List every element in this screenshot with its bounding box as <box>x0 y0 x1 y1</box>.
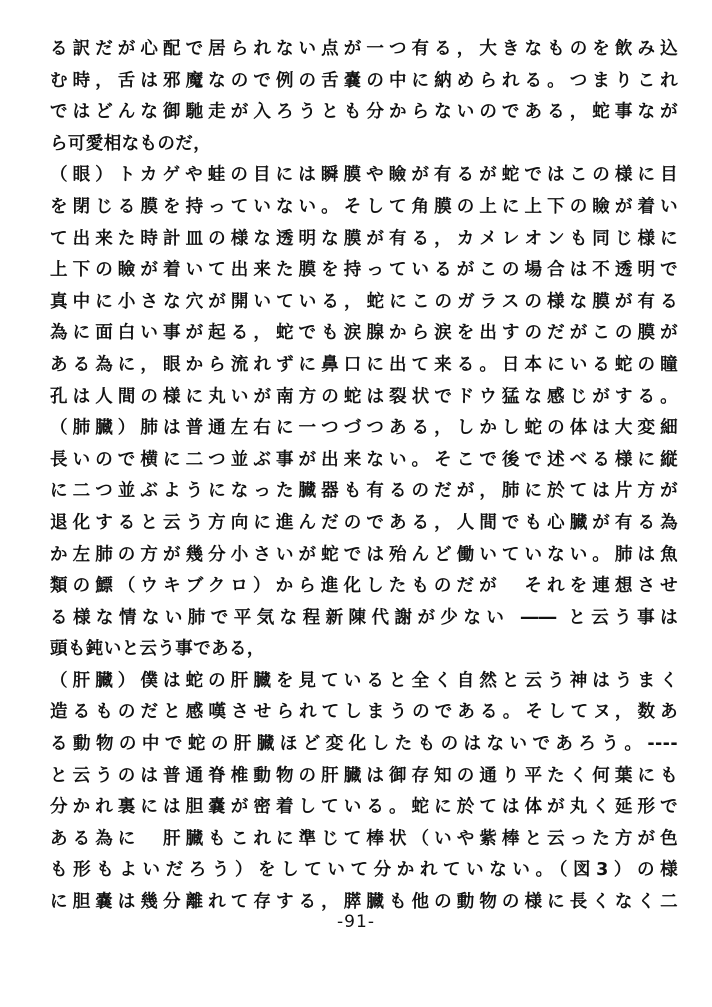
text-line: も形もよいだろう）をしていて分かれていない。（図3）の様 <box>50 860 678 881</box>
text-line: 真中に小さな穴が開いている，蛇にこのガラスの様な膜が有る <box>50 291 678 312</box>
text-line: 分かれ裏には胆嚢が密着している。蛇に於ては体が丸く延形で <box>50 797 678 818</box>
body-text <box>50 34 678 919</box>
text-line: ら可愛相なものだ， <box>50 133 212 154</box>
text-line: か左肺の方が幾分小さいが蛇では殆んど働いていない。肺は魚 <box>50 544 678 565</box>
text-line: る訳だが心配で居られない点が一つ有る，大きなものを飲み込 <box>50 39 678 59</box>
text-line: に胆嚢は幾分離れて存する，膵臓も他の動物の様に長くなく二 <box>50 892 678 913</box>
text-line: （肝臓）僕は蛇の肝臓を見ていると全く自然と云う神はうまく <box>50 670 678 691</box>
text-line: ではどんな御馳走が入ろうとも分からないのである，蛇事なが <box>50 102 678 123</box>
text-line: む時，舌は邪魔なので例の舌嚢の中に納められる。つまりこれ <box>50 70 678 91</box>
text-line: 長いので横に二つ並ぶ事が出来ない。そこで後で述べる様に縦 <box>50 449 678 470</box>
text-line: に二つ並ぶようになった臓器も有るのだが，肺に於ては片方が <box>50 481 678 502</box>
text-line: て出来た時計皿の様な透明な膜が有る，カメレオンも同じ様に <box>50 228 678 249</box>
text-line: 頭も鈍いと云う事である， <box>50 639 265 660</box>
text-line: 上下の瞼が着いて出来た膜を持っているがこの場合は不透明で <box>50 260 678 281</box>
text-line: （眼）トカゲや蛙の目には瞬膜や瞼が有るが蛇ではこの様に目 <box>50 165 678 186</box>
page-number: -91- <box>337 912 375 932</box>
text-line: を閉じる膜を持っていない。そして角膜の上に上下の瞼が着い <box>50 196 678 217</box>
text-line: と云うのは普通脊椎動物の肝臓は御存知の通り平たく何葉にも <box>50 765 678 786</box>
text-line: 為に面白い事が起る，蛇でも涙腺から涙を出すのだがこの膜が <box>50 323 678 344</box>
text-line: 退化すると云う方向に進んだのである，人間でも心臓が有る為 <box>50 512 678 533</box>
text-line: 類の鰾（ウキブクロ）から進化したものだが それを連想させ <box>50 576 678 597</box>
text-line: る様な情ない肺で平気な程新陳代謝が少ない ―― と云う事は <box>50 607 678 628</box>
text-line: る動物の中で蛇の肝臓ほど変化したものはないであろう。---- <box>50 734 678 755</box>
text-line: 造るものだと感嘆させられてしまうのである。そしてヌ，数あ <box>50 702 678 723</box>
text-line: 孔は人間の様に丸いが南方の蛇は裂状でドウ猛な感じがする。 <box>50 386 678 407</box>
text-line: ある為に 肝臓もこれに準じて棒状（いや紫棒と云った方が色 <box>50 828 678 849</box>
text-line: ある為に，眼から流れずに鼻口に出て来る。日本にいる蛇の瞳 <box>50 354 678 375</box>
text-line: （肺臓）肺は普通左右に一つづつある，しかし蛇の体は大変細 <box>50 418 678 439</box>
